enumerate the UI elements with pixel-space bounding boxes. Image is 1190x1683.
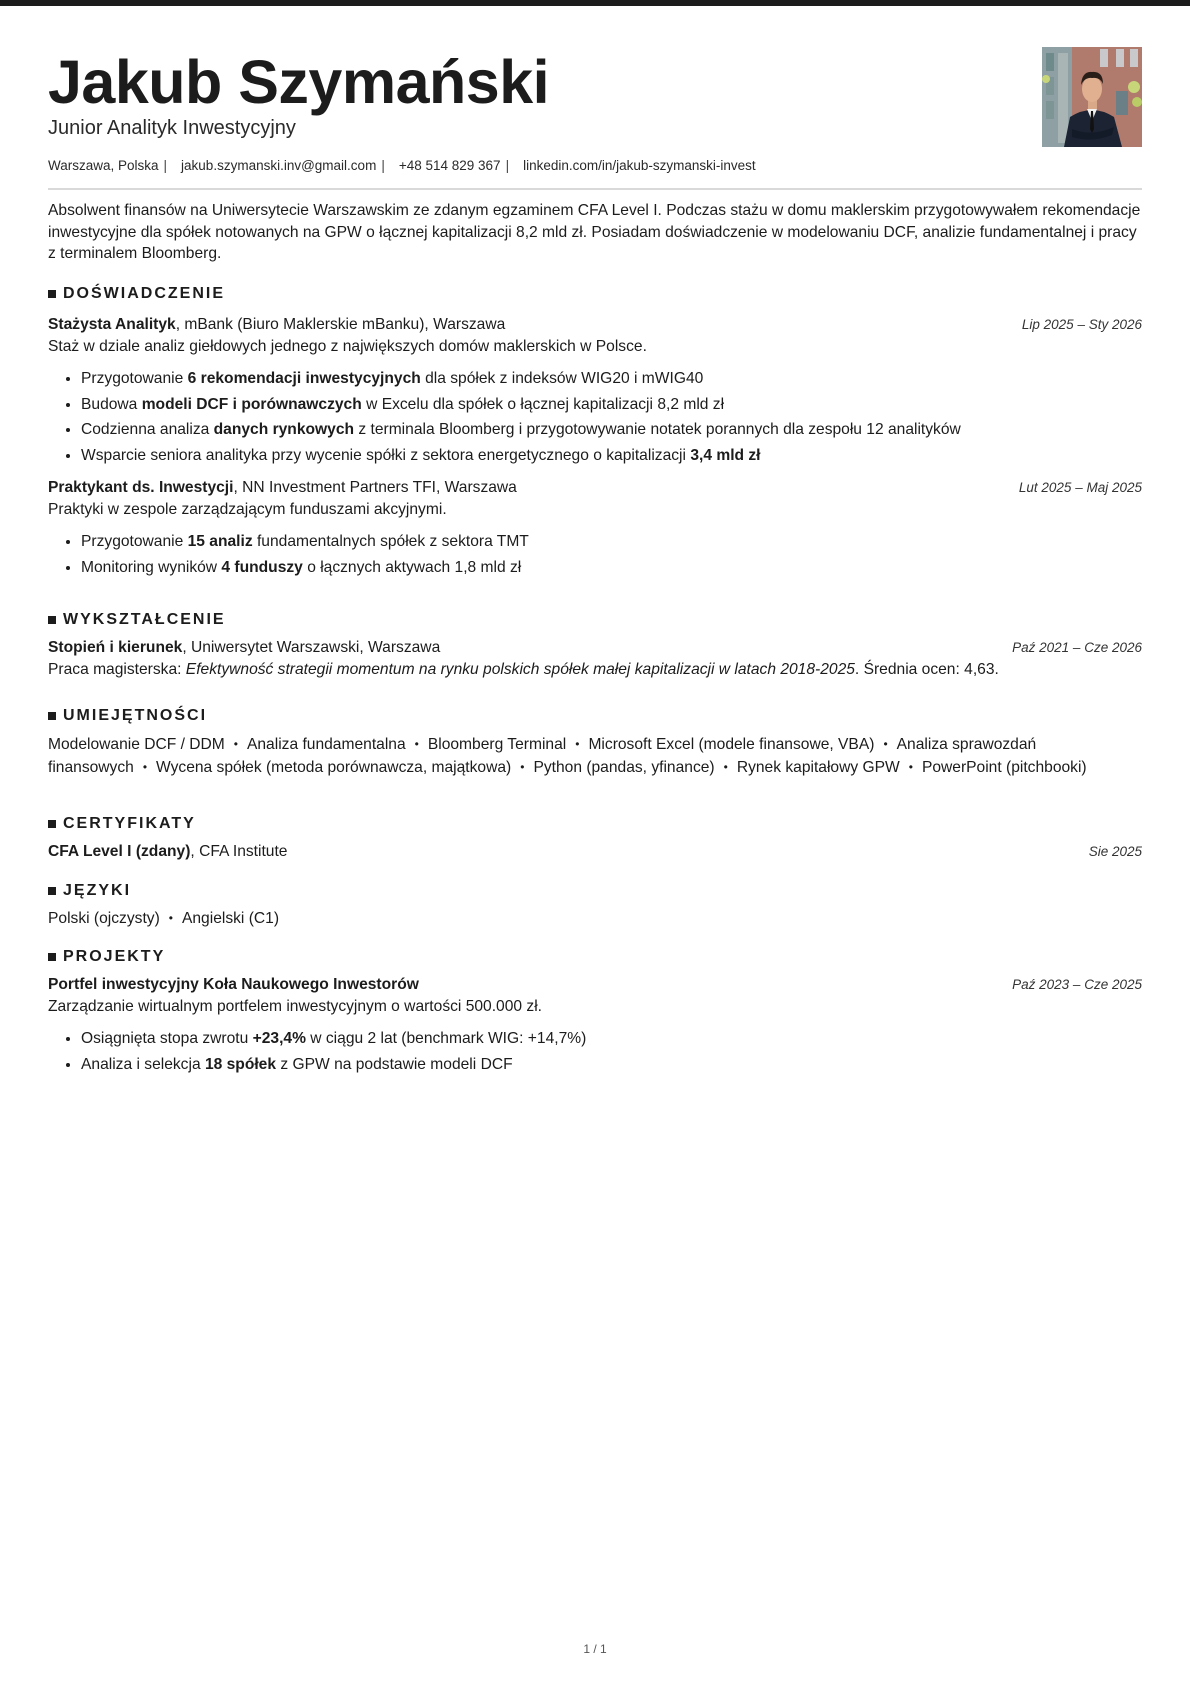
skill-item: PowerPoint (pitchbooki) — [921, 758, 1087, 776]
profile-summary: Absolwent finansów na Uniwersytecie Warszawskim ze zdanym egzaminem CFA Level I. Podczas stażu w domu maklerskim przygotowywałem rekomendacje inwestycyjne dla spółek notowanych na GPW o łącznej kapitalizacji 8,2 mld zł. Posiadam doświadczenie w modelowaniu DCF, analizie fundamentalnej i pracy z terminalem Bloomberg. — [48, 202, 1141, 262]
header-divider — [48, 188, 1142, 190]
skill-item: Microsoft Excel (modele finansowe, VBA) — [588, 736, 875, 753]
section-languages — [48, 880, 1142, 930]
section-title-text: UMIEJĘTNOŚCI — [63, 707, 208, 724]
contact-location: Warszawa, Polska — [48, 158, 159, 173]
education-school: , Uniwersytet Warszawski, Warszawa — [182, 639, 441, 656]
skill-item: Modelowanie DCF / DDM — [48, 736, 225, 753]
profile-photo — [1042, 47, 1142, 147]
section-projects — [48, 946, 1142, 1077]
section-title-education — [48, 609, 1142, 631]
entry-heading — [48, 477, 1142, 499]
entry-date: Lut 2025 – Maj 2025 — [1018, 480, 1142, 495]
entry-description: Zarządzanie wirtualnym portfelem inwestycyjnym o wartości 500.000 zł. — [48, 998, 542, 1015]
entry-date: Lip 2025 – Sty 2026 — [1021, 317, 1142, 332]
entry-heading — [48, 314, 1142, 336]
section-certificates — [48, 813, 1142, 863]
thesis-title: Efektywność strategii momentum na rynku polskich spółek małej kapitalizacji w latach 2018-2025 — [185, 661, 855, 678]
bullet-item: • Budowa modeli DCF i porównawczych w Excelu dla spółek o łącznej kapitalizacji 8,2 mld zł — [81, 392, 1142, 418]
page-indicator: 1 / 1 — [583, 1642, 607, 1656]
skill-item: Bloomberg Terminal — [427, 736, 567, 753]
skills-list: Modelowanie DCF / DDM • Analiza fundamentalna • Bloomberg Terminal • Microsoft Excel (modele finansowe, VBA) • Analiza sprawozdań finansowych • Wycena spółek (metoda porównawcza, majątkowa) • Python (pandas, yfinance) • Rynek kapitałowy GPW • PowerPoint (pitchbooki) — [48, 736, 1087, 776]
bullet-item: • Przygotowanie 15 analiz fundamentalnych spółek z sektora TMT — [81, 529, 1142, 555]
contact-linkedin[interactable]: linkedin.com/in/jakub-szymanski-invest — [523, 158, 756, 173]
section-square-icon — [48, 953, 56, 961]
section-title-projects — [48, 946, 1142, 968]
bullet-item: • Wsparcie seniora analityka przy wycenie spółki z sektora energetycznego o kapitalizacji 3,4 mld zł — [81, 443, 1142, 469]
section-square-icon — [48, 616, 56, 624]
bullet-item: • Przygotowanie 6 rekomendacji inwestycyjnych dla spółek z indeksów WIG20 i mWIG40 — [81, 366, 1142, 392]
section-title-experience — [48, 283, 1142, 305]
section-title-text: PROJEKTY — [63, 948, 166, 965]
candidate-headline: Junior Analityk Inwestycyjny — [48, 117, 296, 139]
experience-entry — [48, 314, 1142, 468]
entry-bullets — [48, 366, 1142, 468]
entry-role: Praktykant ds. Inwestycji — [48, 479, 234, 496]
entry-org: , NN Investment Partners TFI, Warszawa — [233, 479, 517, 496]
entry-description: Staż w dziale analiz giełdowych jednego z największych domów maklerskich w Polsce. — [48, 338, 647, 355]
section-title-skills — [48, 705, 1142, 727]
section-skills — [48, 705, 1142, 779]
certificate-name: CFA Level I (zdany) — [48, 843, 191, 860]
section-education — [48, 609, 1142, 681]
entry-description: Praktyki w zespole zarządzającym funduszami akcyjnymi. — [48, 501, 447, 518]
skill-item: Wycena spółek (metoda porównawcza, majątkowa) — [156, 758, 512, 776]
entry-org: , mBank (Biuro Maklerskie mBanku), Warszawa — [175, 316, 506, 333]
section-title-text: WYKSZTAŁCENIE — [63, 611, 226, 628]
section-experience — [48, 283, 1142, 580]
language-item: Angielski (C1) — [181, 910, 280, 927]
section-square-icon — [48, 712, 56, 720]
skill-item: Python (pandas, yfinance) — [533, 758, 715, 776]
contact-row — [48, 156, 756, 176]
entry-bullets — [48, 529, 1142, 580]
bullet-item: • Monitoring wyników 4 funduszy o łącznych aktywach 1,8 mld zł — [81, 555, 1142, 581]
languages-list: Polski (ojczysty) • Angielski (C1) — [48, 910, 280, 927]
entry-date: Sie 2025 — [1088, 844, 1142, 859]
project-entry — [48, 974, 1142, 1077]
section-square-icon — [48, 820, 56, 828]
bullet-item: • Codzienna analiza danych rynkowych z terminala Bloomberg i przygotowywanie notatek porannych dla zespołu 12 analityków — [81, 417, 1142, 443]
entry-role: Stażysta Analityk — [48, 316, 176, 333]
contact-email[interactable]: jakub.szymanski.inv@gmail.com — [181, 158, 377, 173]
section-title-languages — [48, 880, 1142, 902]
education-degree: Stopień i kierunek — [48, 639, 183, 656]
bullet-item: • Osiągnięta stopa zwrotu +23,4% w ciągu 2 lat (benchmark WIG: +14,7%) — [81, 1026, 1142, 1052]
certificate-entry — [48, 841, 1142, 863]
bullet-item: • Analiza i selekcja 18 spółek z GPW na podstawie modeli DCF — [81, 1052, 1142, 1078]
contact-separator: | — [381, 158, 385, 173]
section-title-text: CERTYFIKATY — [63, 815, 196, 832]
skill-item: Analiza fundamentalna — [246, 736, 406, 753]
section-title-text: DOŚWIADCZENIE — [63, 285, 225, 302]
experience-entry — [48, 477, 1142, 580]
entry-heading — [48, 974, 1142, 996]
language-item: Polski (ojczysty) — [48, 910, 160, 927]
entry-heading — [48, 637, 1142, 659]
skill-item: Analiza sprawozdań finansowych — [48, 736, 1037, 776]
entry-date: Paź 2023 – Cze 2025 — [1012, 977, 1142, 992]
section-square-icon — [48, 887, 56, 895]
entry-bullets — [48, 1026, 1142, 1077]
profile-photo-image — [1042, 47, 1142, 147]
education-thesis: Praca magisterska: Efektywność strategii momentum na rynku polskich spółek małej kapitalizacji w latach 2018-2025. Średnia ocen: 4,63. — [48, 661, 999, 678]
certificate-issuer: , CFA Institute — [190, 843, 288, 860]
section-square-icon — [48, 290, 56, 298]
project-name: Portfel inwestycyjny Koła Naukowego Inwestorów — [48, 976, 419, 993]
contact-phone[interactable]: +48 514 829 367 — [398, 158, 501, 173]
education-entry — [48, 637, 1142, 681]
entry-date: Paź 2021 – Cze 2026 — [1012, 640, 1142, 655]
top-border-bar — [0, 0, 1190, 6]
contact-separator: | — [505, 158, 510, 173]
contact-separator: | — [163, 158, 168, 173]
section-title-certificates — [48, 813, 1142, 835]
skill-item: Rynek kapitałowy GPW — [736, 758, 900, 776]
section-title-text: JĘZYKI — [63, 882, 132, 899]
candidate-name: Jakub Szymański — [48, 48, 550, 116]
